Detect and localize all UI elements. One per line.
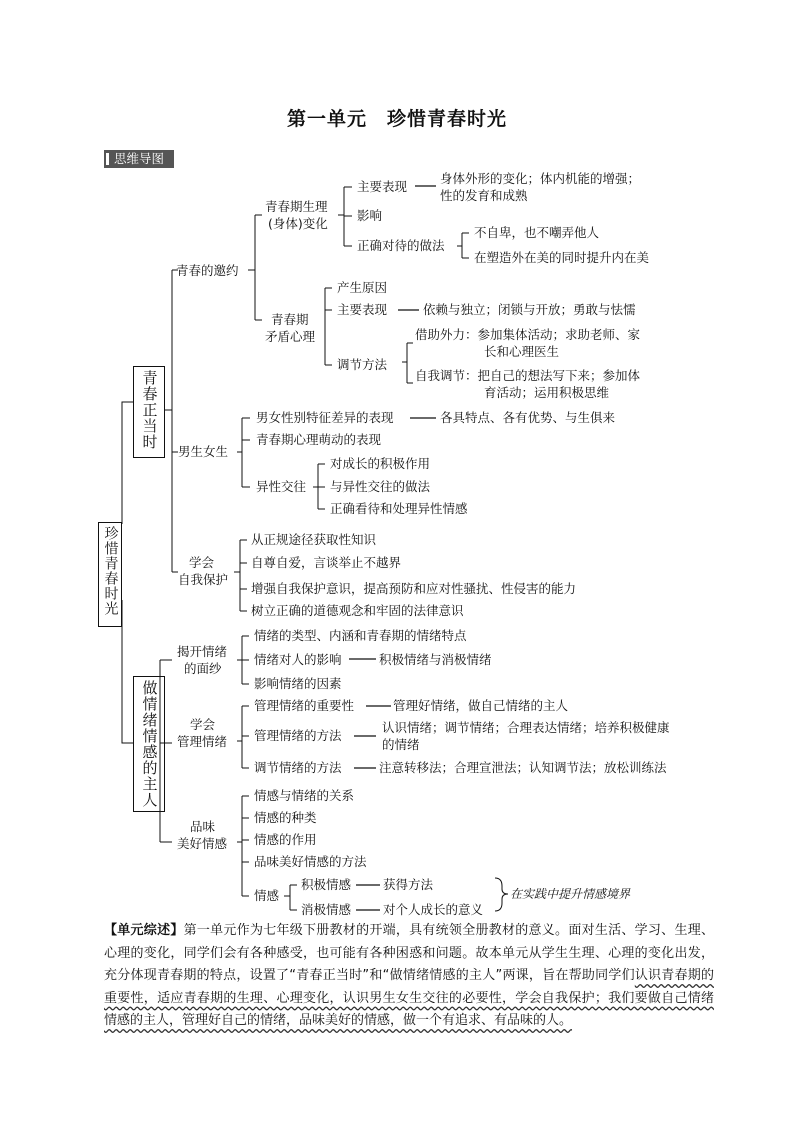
node-qinggan: 情感	[254, 888, 280, 903]
node-nansheng-nvsheng: 男生女生	[178, 444, 229, 459]
node-shengli: 青春期生理	[265, 199, 328, 214]
node-chansheng-yuanyin: 产生原因	[337, 280, 388, 295]
node-jiekai-qingxu-2: 的面纱	[184, 661, 222, 676]
node-qinggan-zhonglei: 情感的种类	[254, 810, 317, 825]
node-guanli-hao-qingxu: 管理好情绪，做自己情绪的主人	[393, 698, 569, 713]
summary-label: 【单元综述】	[104, 923, 184, 938]
node-qinggan-qingxu: 情感与情绪的关系	[254, 788, 355, 803]
node-xingbie-chayi: 男女性别特征差异的表现	[256, 410, 394, 425]
node-tiaojie-qingxu-fangfa: 调节情绪的方法	[254, 760, 342, 775]
node-geju-tedian: 各具特点、各有优势、与生俱来	[440, 410, 616, 425]
node-zhuyi-zhuanyi: 注意转移法；合理宣泄法；认知调节法；放松训练法	[379, 760, 667, 775]
page-title: 第一单元 珍惜青春时光	[286, 108, 507, 130]
node-zhuyao-biaoxian-1: 主要表现	[357, 179, 408, 194]
node-tiaojie-fangfa: 调节方法	[337, 357, 388, 372]
node-jiji-xiaoji-qingxu: 积极情绪与消极情绪	[379, 652, 492, 667]
node-pinwei: 品味	[190, 819, 216, 834]
mind-map-label: 思维导图	[104, 150, 174, 168]
node-chengzhang-zuoyong: 对成长的积极作用	[330, 456, 431, 471]
root-label: 珍惜青春时光	[102, 526, 119, 616]
lesson2-title: 做情绪情感的主人	[140, 680, 159, 808]
node-shenti-waixing: 身体外形的变化；体内机能的增强；	[440, 171, 641, 186]
node-yingxiang: 影响	[357, 208, 383, 223]
lesson2-box	[133, 676, 165, 812]
node-suzao: 在塑造外在美的同时提升内在美	[474, 250, 650, 265]
unit-summary	[104, 920, 714, 1033]
node-jiekai-qingxu: 揭开情绪	[177, 644, 228, 659]
node-qinggan-zuoyong: 情感的作用	[254, 832, 317, 847]
node-zengqiang-baohu: 增强自我保护意识，提高预防和应对性骚扰、性侵害的能力	[251, 581, 577, 596]
lesson1-title: 青春正当时	[140, 370, 159, 450]
node-pinwei-fangfa: 品味美好情感的方法	[254, 854, 367, 869]
node-jiaowang-zuofa: 与异性交往的做法	[330, 479, 431, 494]
node-xinli-mengdong: 青春期心理萌动的表现	[256, 432, 382, 447]
node-jiezhu-waili: 借助外力：参加集体活动；求助老师、家	[415, 327, 641, 342]
lesson1-box	[133, 366, 165, 458]
node-qingxu-leixing: 情绪的类型、内涵和青春期的情绪特点	[254, 628, 467, 643]
node-buzibei: 不自卑，也不嘲弄他人	[474, 225, 600, 240]
node-shijian-tisheng: 在实践中提升情感境界	[510, 887, 631, 901]
node-zizun-ziai: 自尊自爱，言谈举止不越界	[251, 555, 402, 570]
node-yingxiang-yinsu: 影响情绪的因素	[254, 676, 342, 691]
node-qingchunqi: 青春期	[271, 312, 309, 327]
node-zhengque-duidai: 正确对待的做法	[357, 238, 445, 253]
node-xing-fayu: 性的发育和成熟	[440, 188, 528, 203]
node-huode-fangfa: 获得方法	[383, 877, 434, 892]
summary-emphasis: 认识青春期的重要性，适应青春期的生理、心理变化，认识男生女生交往的必要性，学会自我保护；我们要做自己情绪情感的主人，管理好自己的情绪，品味美好的情感，做一个有追求、有品味的人。	[104, 968, 714, 1028]
node-jiji-qinggan: 积极情感	[301, 877, 352, 892]
summary-text: 第一单元作为七年级下册教材的开端，具有统领全册教材的意义。面对生活、学习、生理、心理的变化，同学们会有各种感受，也可能有各种困惑和问题。故本单元从学生生理、心理的变化出发，充分体现青春期的特点，设置了“青春正当时”和“做情绪情感的主人”两课，旨在帮助同学们	[104, 923, 714, 983]
node-zhuyao-biaoxian-2: 主要表现	[337, 302, 388, 317]
node-guanli-qingxu: 管理情绪	[177, 734, 228, 749]
node-ziwo-tiaojie: 自我调节：把自己的想法写下来；参加体	[415, 368, 641, 383]
node-qingchun-yaoyue: 青春的邀约	[176, 263, 239, 278]
node-renshi-qingxu: 认识情绪；调节情绪；合理表达情绪；培养积极健康	[382, 720, 670, 735]
node-zhengque-kandai: 正确看待和处理异性情感	[330, 501, 468, 516]
node-qingxu-yingxiang: 情绪对人的影响	[254, 652, 342, 667]
node-xiaoji-qinggan: 消极情感	[301, 902, 352, 917]
node-shengli-2: (身体)变化	[268, 216, 328, 231]
node-shuli-guannian: 树立正确的道德观念和牢固的法律意识	[251, 603, 464, 618]
node-maodun-xinli: 矛盾心理	[265, 329, 316, 344]
node-chengzhang-yiyi: 对个人成长的意义	[383, 902, 484, 917]
node-guanli-zhongyao: 管理情绪的重要性	[254, 698, 355, 713]
node-renshi-qingxu-2: 的情绪	[382, 737, 420, 752]
node-ziwo-baohu: 自我保护	[178, 572, 229, 587]
node-zhenggui-tujing: 从正规途径获取性知识	[251, 532, 377, 547]
node-yixing-jiaowang: 异性交往	[256, 479, 307, 494]
node-meihao-qinggan: 美好情感	[177, 836, 228, 851]
node-ziwo-tiaojie-2: 育活动；运用积极思维	[484, 385, 610, 400]
node-xuehui: 学会	[189, 555, 215, 570]
node-xuehui-2: 学会	[190, 717, 216, 732]
node-jiezhu-waili-2: 长和心理医生	[484, 344, 560, 359]
node-yilai-duli: 依赖与独立；闭锁与开放；勇敢与怯懦	[423, 302, 636, 317]
node-guanli-fangfa: 管理情绪的方法	[254, 728, 342, 743]
root-box	[98, 522, 122, 627]
